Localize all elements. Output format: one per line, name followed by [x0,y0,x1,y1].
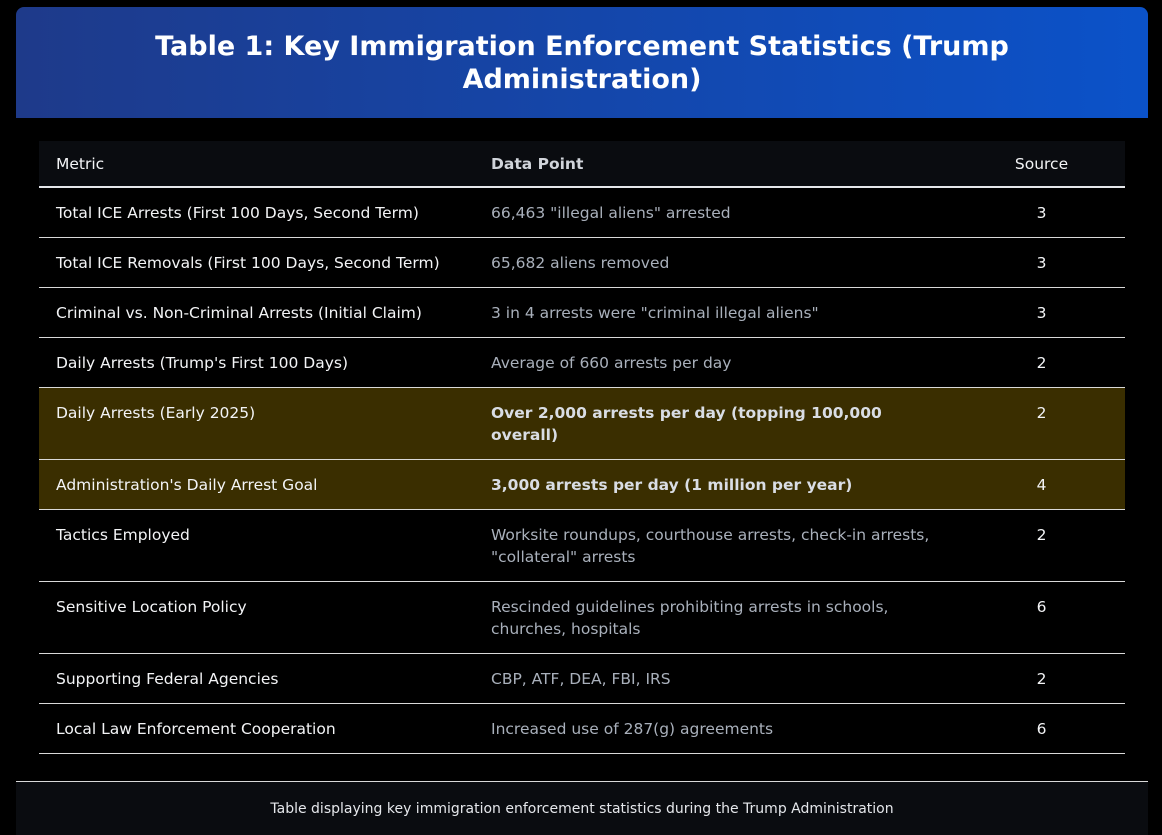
cell-data-point: Worksite roundups, courthouse arrests, check-in arrests, "collateral" arrests [491,526,930,566]
cell-source: 6 [1036,720,1047,738]
page-title: Table 1: Key Immigration Enforcement Statistics (Trump Administration) [155,30,1009,95]
cell-source: 2 [1036,670,1047,688]
header-metric: Metric [56,154,105,173]
table-container [39,141,1125,754]
cell-metric: Administration's Daily Arrest Goal [56,476,318,494]
title-banner [16,7,1148,118]
cell-source: 3 [1036,254,1047,272]
cell-data-point: Over 2,000 arrests per day (topping 100,000 overall) [491,404,882,444]
table-row [39,187,1125,238]
cell-metric: Daily Arrests (Early 2025) [56,404,256,422]
table-row [39,288,1125,338]
header-data-point: Data Point [491,154,584,173]
cell-metric: Total ICE Removals (First 100 Days, Second Term) [56,254,440,272]
table-caption: Table displaying key immigration enforcement statistics during the Trump Administration [16,781,1148,835]
table-row [39,510,1125,582]
cell-metric: Criminal vs. Non-Criminal Arrests (Initial Claim) [56,304,422,322]
cell-data-point: 66,463 "illegal aliens" arrested [491,204,731,222]
cell-source: 3 [1036,204,1047,222]
cell-data-point: Increased use of 287(g) agreements [491,720,774,738]
cell-data-point: 3,000 arrests per day (1 million per year) [491,476,853,494]
cell-metric: Local Law Enforcement Cooperation [56,720,336,738]
cell-metric: Total ICE Arrests (First 100 Days, Second Term) [56,204,419,222]
cell-metric: Daily Arrests (Trump's First 100 Days) [56,354,348,372]
table-row [39,338,1125,388]
table-row [39,460,1125,510]
header-source: Source [1014,154,1069,173]
table-body [39,187,1125,754]
statistics-table [39,141,1125,754]
table-header-row [39,141,1125,187]
cell-data-point: 65,682 aliens removed [491,254,670,272]
cell-source: 2 [1036,404,1047,422]
cell-metric: Supporting Federal Agencies [56,670,279,688]
cell-source: 6 [1036,598,1047,616]
table-row [39,388,1125,460]
cell-metric: Sensitive Location Policy [56,598,247,616]
table-row [39,582,1125,654]
cell-source: 2 [1036,526,1047,544]
table-row [39,704,1125,754]
cell-source: 3 [1036,304,1047,322]
cell-source: 4 [1036,476,1047,494]
document-frame [16,7,1148,834]
cell-source: 2 [1036,354,1047,372]
table-row [39,238,1125,288]
cell-data-point: CBP, ATF, DEA, FBI, IRS [491,670,671,688]
cell-metric: Tactics Employed [56,526,190,544]
table-row [39,654,1125,704]
cell-data-point: 3 in 4 arrests were "criminal illegal aliens" [491,304,819,322]
cell-data-point: Rescinded guidelines prohibiting arrests in schools, churches, hospitals [491,598,889,638]
cell-data-point: Average of 660 arrests per day [491,354,732,372]
